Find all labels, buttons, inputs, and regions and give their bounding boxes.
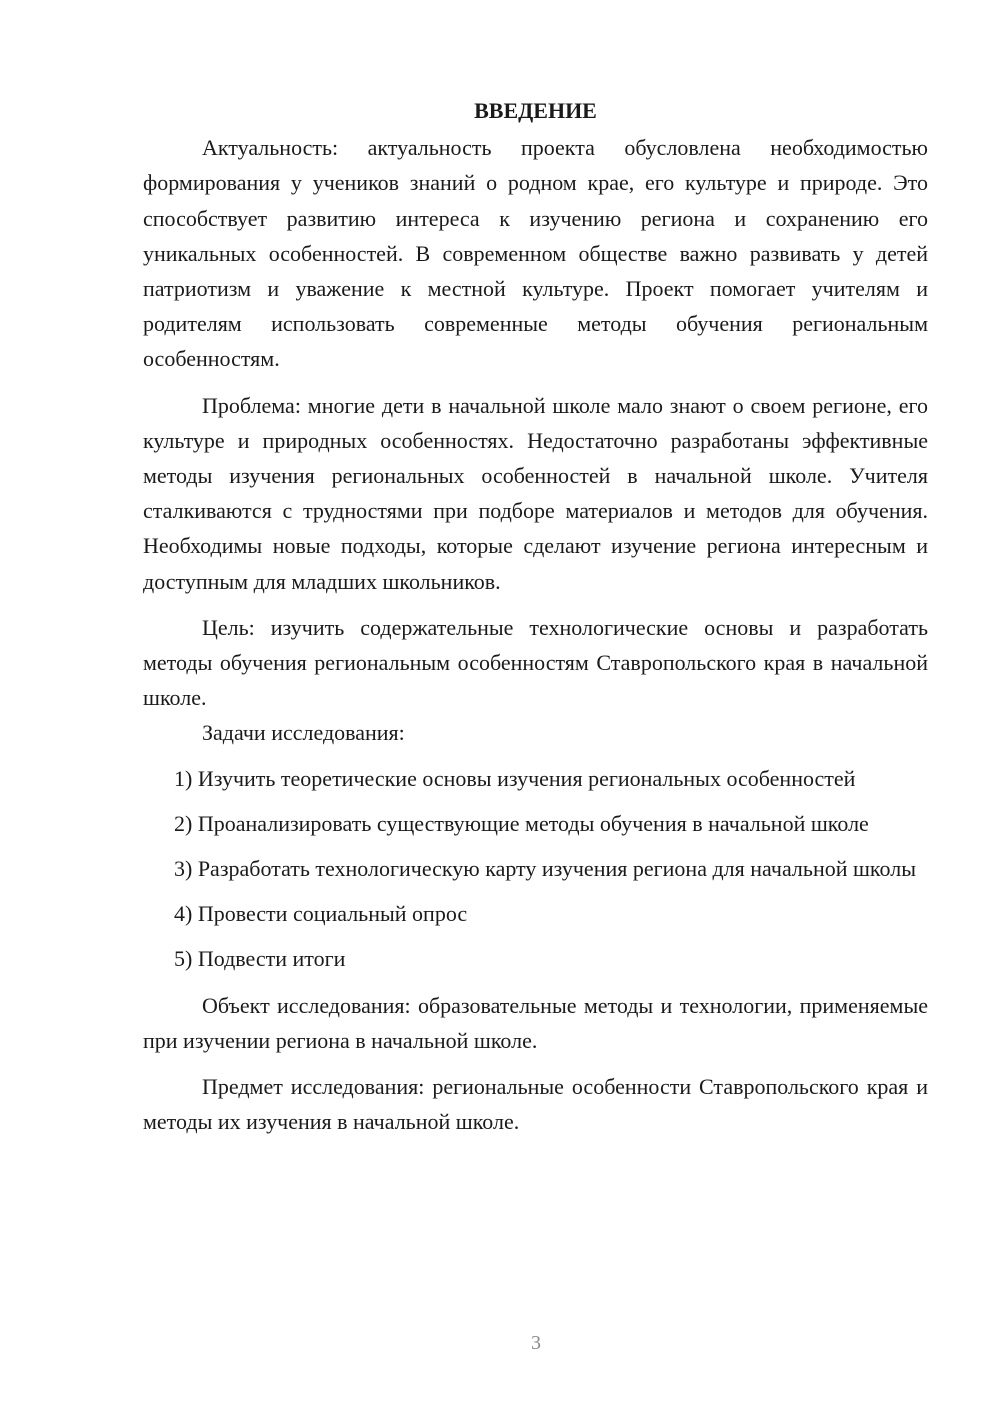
goal-paragraph: Цель: изучить содержательные технологические основы и разработать методы обучения региональным особенностям Ставропольского края в начальной школе.: [143, 614, 928, 711]
task-item: 3) Разработать технологическую карту изучения региона для начальной школы: [174, 856, 916, 882]
task-item: 1) Изучить теоретические основы изучения региональных особенностей: [174, 765, 856, 791]
task-item: 4) Провести социальный опрос: [174, 901, 468, 927]
relevance-paragraph: Актуальность: актуальность проекта обусловлена необходимостью формирования у учеников знаний о родном крае, его культуре и природе. Это способствует развитию интереса к изучению региона и сохранению его уникальных особенностей. В современном обществе важно развивать у детей патриотизм и уважение к местной культуре. Проект помогает учителям и родителям использовать современные методы обучения региональным особенностям.: [143, 135, 928, 372]
problem-paragraph: Проблема: многие дети в начальной школе мало знают о своем регионе, его культуре и природных особенностях. Недостаточно разработаны эффективные методы изучения региональных особенностей в начальной школе. Учителя сталкиваются с трудностями при подборе материалов и методов для обучения. Необходимы новые подходы, которые сделают изучение региона интересным и доступным для младших школьников.: [143, 392, 928, 594]
page-number: 3: [531, 1332, 541, 1354]
subject-paragraph: Предмет исследования: региональные особенности Ставропольского края и методы их изучения в начальной школе.: [143, 1074, 928, 1135]
object-paragraph: Объект исследования: образовательные методы и технологии, применяемые при изучении региона в начальной школе.: [143, 992, 928, 1053]
tasks-heading: Задачи исследования:: [202, 720, 405, 746]
section-title: ВВЕДЕНИЕ: [474, 98, 597, 123]
task-item: 5) Подвести итоги: [174, 946, 346, 972]
document-body: [143, 93, 928, 1139]
task-item: 2) Проанализировать существующие методы обучения в начальной школе: [174, 810, 869, 836]
